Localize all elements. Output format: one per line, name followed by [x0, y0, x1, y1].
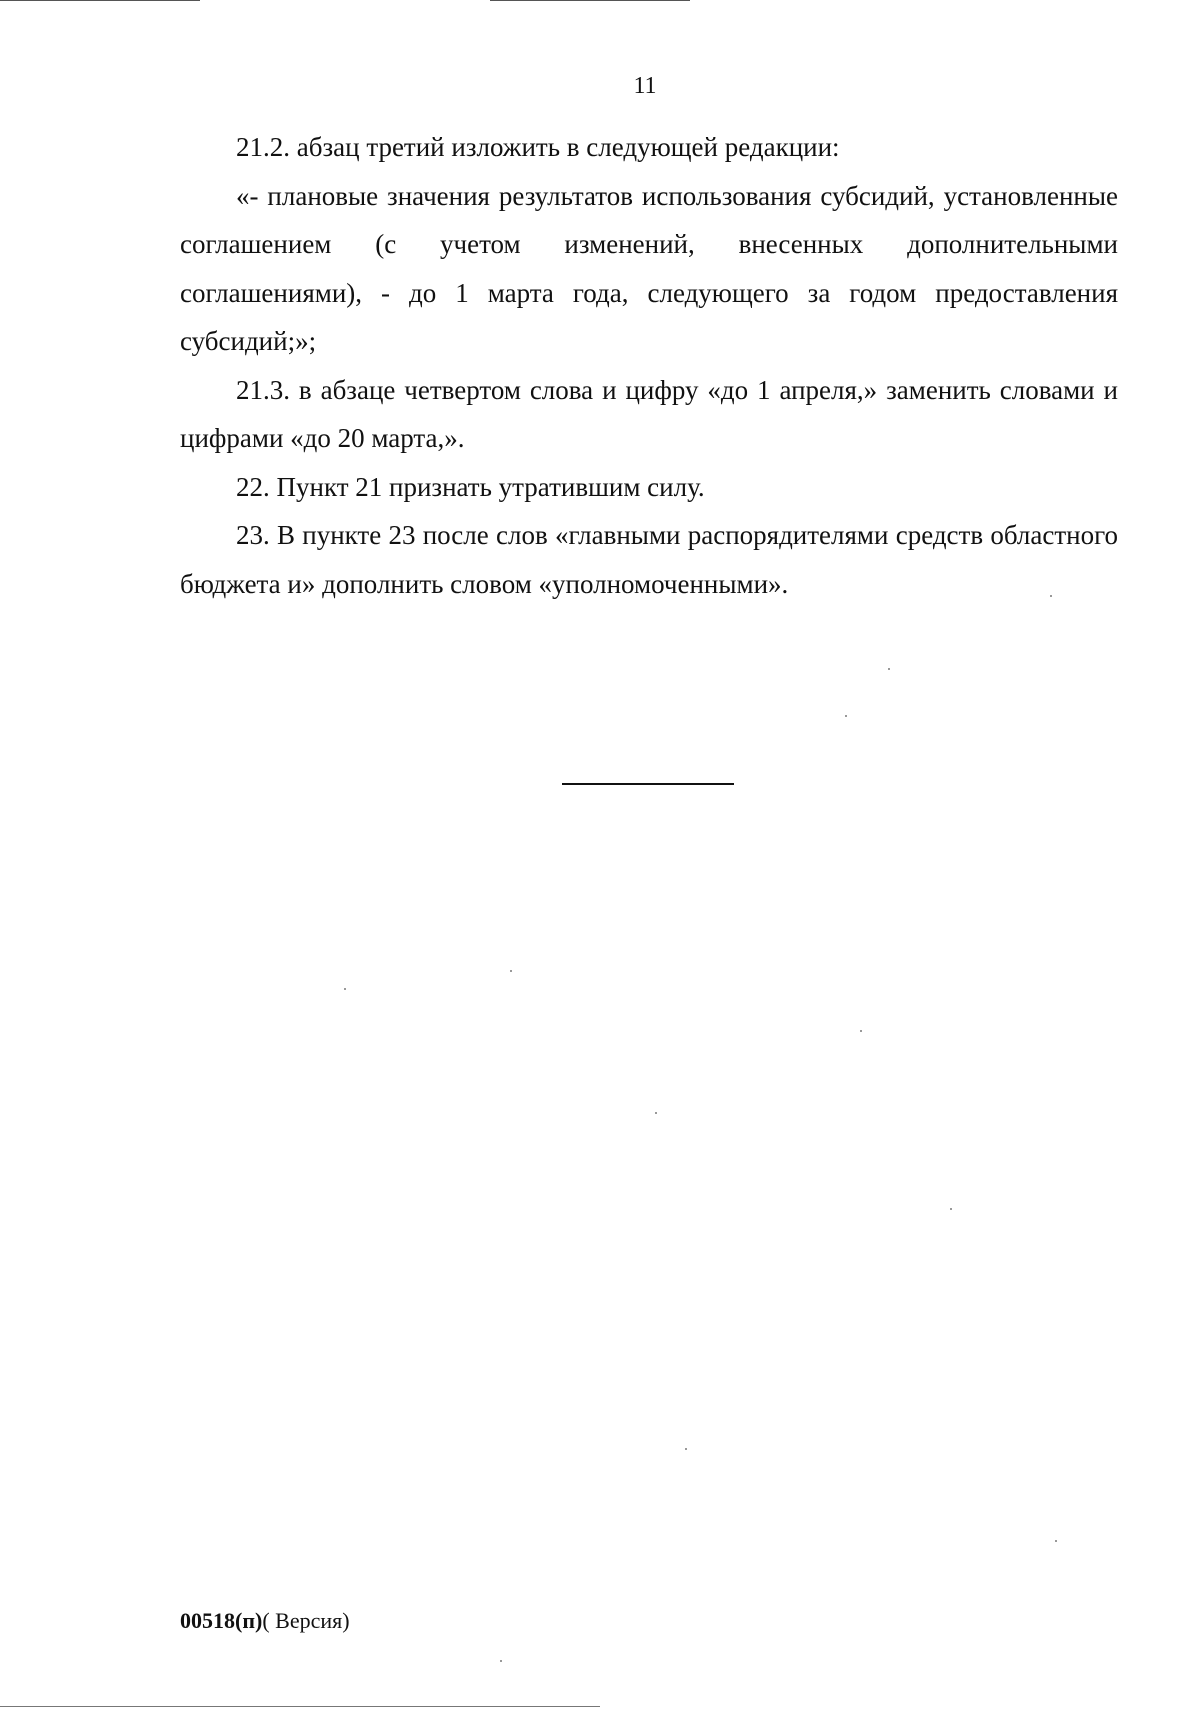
paragraph-21-3: 21.3. в абзаце четвертом слова и цифру «до 1 апреля,» заменить словами и цифрами «до 20 марта,».: [180, 374, 1118, 453]
scan-speck: [845, 715, 847, 717]
scan-speck: [655, 1112, 657, 1114]
scan-speck: [888, 668, 890, 670]
scan-speck: [500, 1660, 502, 1662]
page-number: 11: [633, 73, 657, 99]
paragraph-23: 23. В пункте 23 после слов «главными распорядителями средств областного бюджета и» дополнить словом «уполномоченными».: [180, 520, 1118, 599]
paragraph-quote: «- плановые значения результатов использования субсидий, установленные соглашением (с учетом изменений, внесенных дополнительными соглашениями), - до 1 марта года, следующего за годом предоставления субсидий;»;: [180, 180, 1118, 356]
scan-speck: [344, 988, 346, 990]
scan-speck: [1055, 1540, 1057, 1542]
scan-speck: [950, 1208, 952, 1210]
version-label: ( Версия): [262, 1608, 350, 1633]
scan-speck: [1050, 595, 1052, 597]
scan-speck: [685, 1448, 687, 1450]
scan-speck: [510, 970, 512, 972]
separator-line: [562, 783, 734, 785]
document-body: [180, 123, 1118, 608]
footer-document-code: [180, 1608, 350, 1634]
scan-edge-bottom: [0, 1706, 600, 1707]
scan-edge-top: [0, 0, 200, 1]
document-code: 00518(п): [180, 1608, 263, 1633]
scan-edge-top: [490, 0, 690, 1]
scan-speck: [860, 1030, 862, 1032]
paragraph-22: 22. Пункт 21 признать утратившим силу.: [236, 471, 705, 502]
paragraph-21-2: 21.2. абзац третий изложить в следующей редакции:: [236, 132, 840, 162]
